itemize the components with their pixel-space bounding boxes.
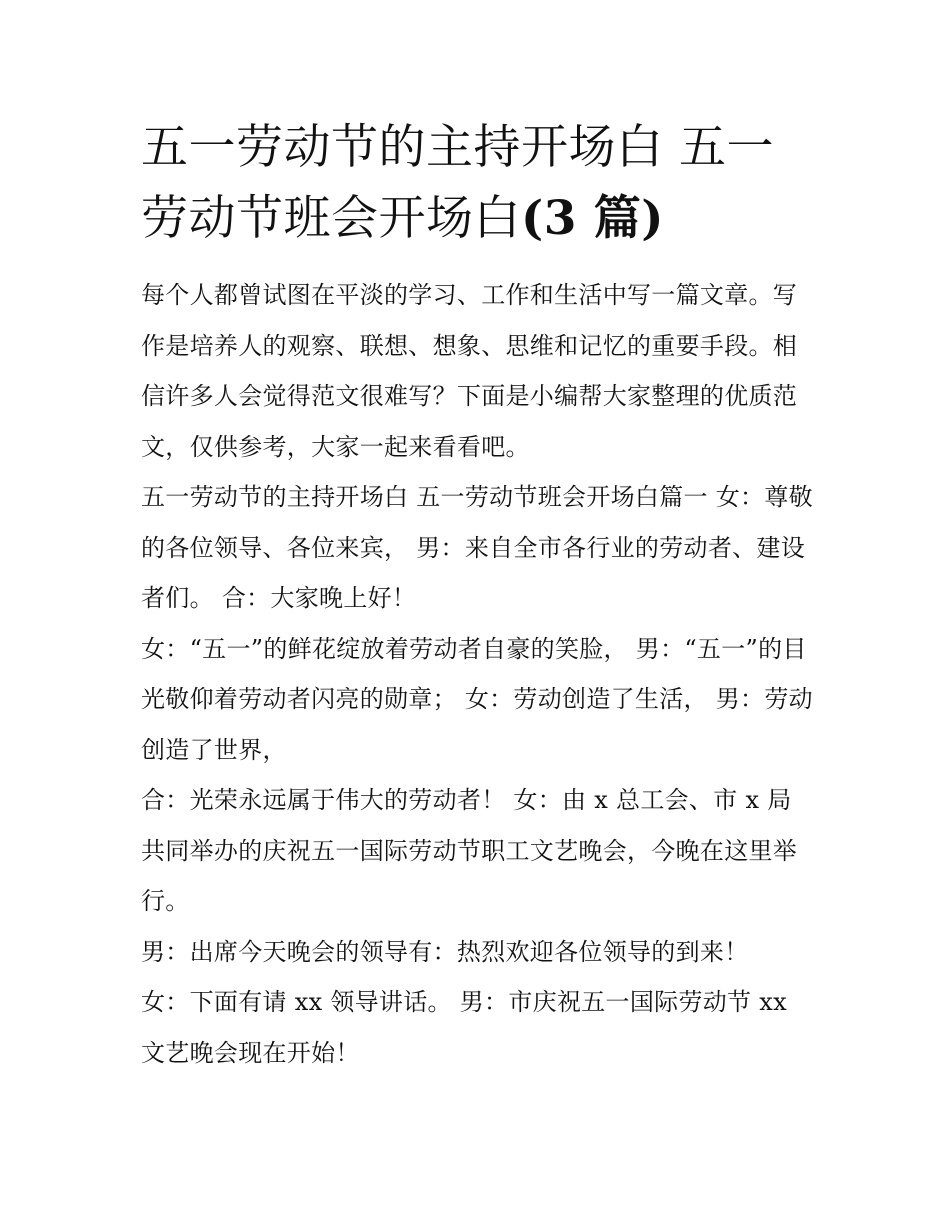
document-body [141, 270, 813, 1078]
title-suffix: (3 篇) [521, 191, 665, 246]
title-main: 五一劳动节的主持开场白 五一劳动节班会开场白 [141, 120, 774, 246]
paragraph-dialogue-4: 女：下面有请 xx 领导讲话。 男：市庆祝五一国际劳动节 xx 文艺晚会现在开始！ [141, 988, 787, 1067]
document-page [141, 112, 813, 1078]
document-title [141, 112, 813, 254]
paragraph-dialogue-1: 女：“五一”的鲜花绽放着劳动者自豪的笑脸， 男：“五一”的目光敬仰着劳动者闪亮的勋章； 女：劳动创造了生活， 男：劳动创造了世界， [141, 634, 813, 764]
paragraph-dialogue-3: 男：出席今天晚会的领导有：热烈欢迎各位领导的到来！ [141, 937, 749, 966]
paragraph-dialogue-2: 合：光荣永远属于伟大的劳动者！ 女：由 x 总工会、市 x 局共同举办的庆祝五一国际劳动节职工文艺晚会，今晚在这里举行。 [141, 786, 798, 915]
paragraph-opening: 五一劳动节的主持开场白 五一劳动节班会开场白篇一 女：尊敬的各位领导、各位来宾， 男：来自全市各行业的劳动者、建设者们。 合：大家晚上好！ [141, 483, 813, 612]
paragraph-intro: 每个人都曾试图在平淡的学习、工作和生活中写一篇文章。写作是培养人的观察、联想、想象、思维和记忆的重要手段。相信许多人会觉得范文很难写？下面是小编帮大家整理的优质范文，仅供参考，大家一起来看看吧。 [141, 281, 798, 461]
